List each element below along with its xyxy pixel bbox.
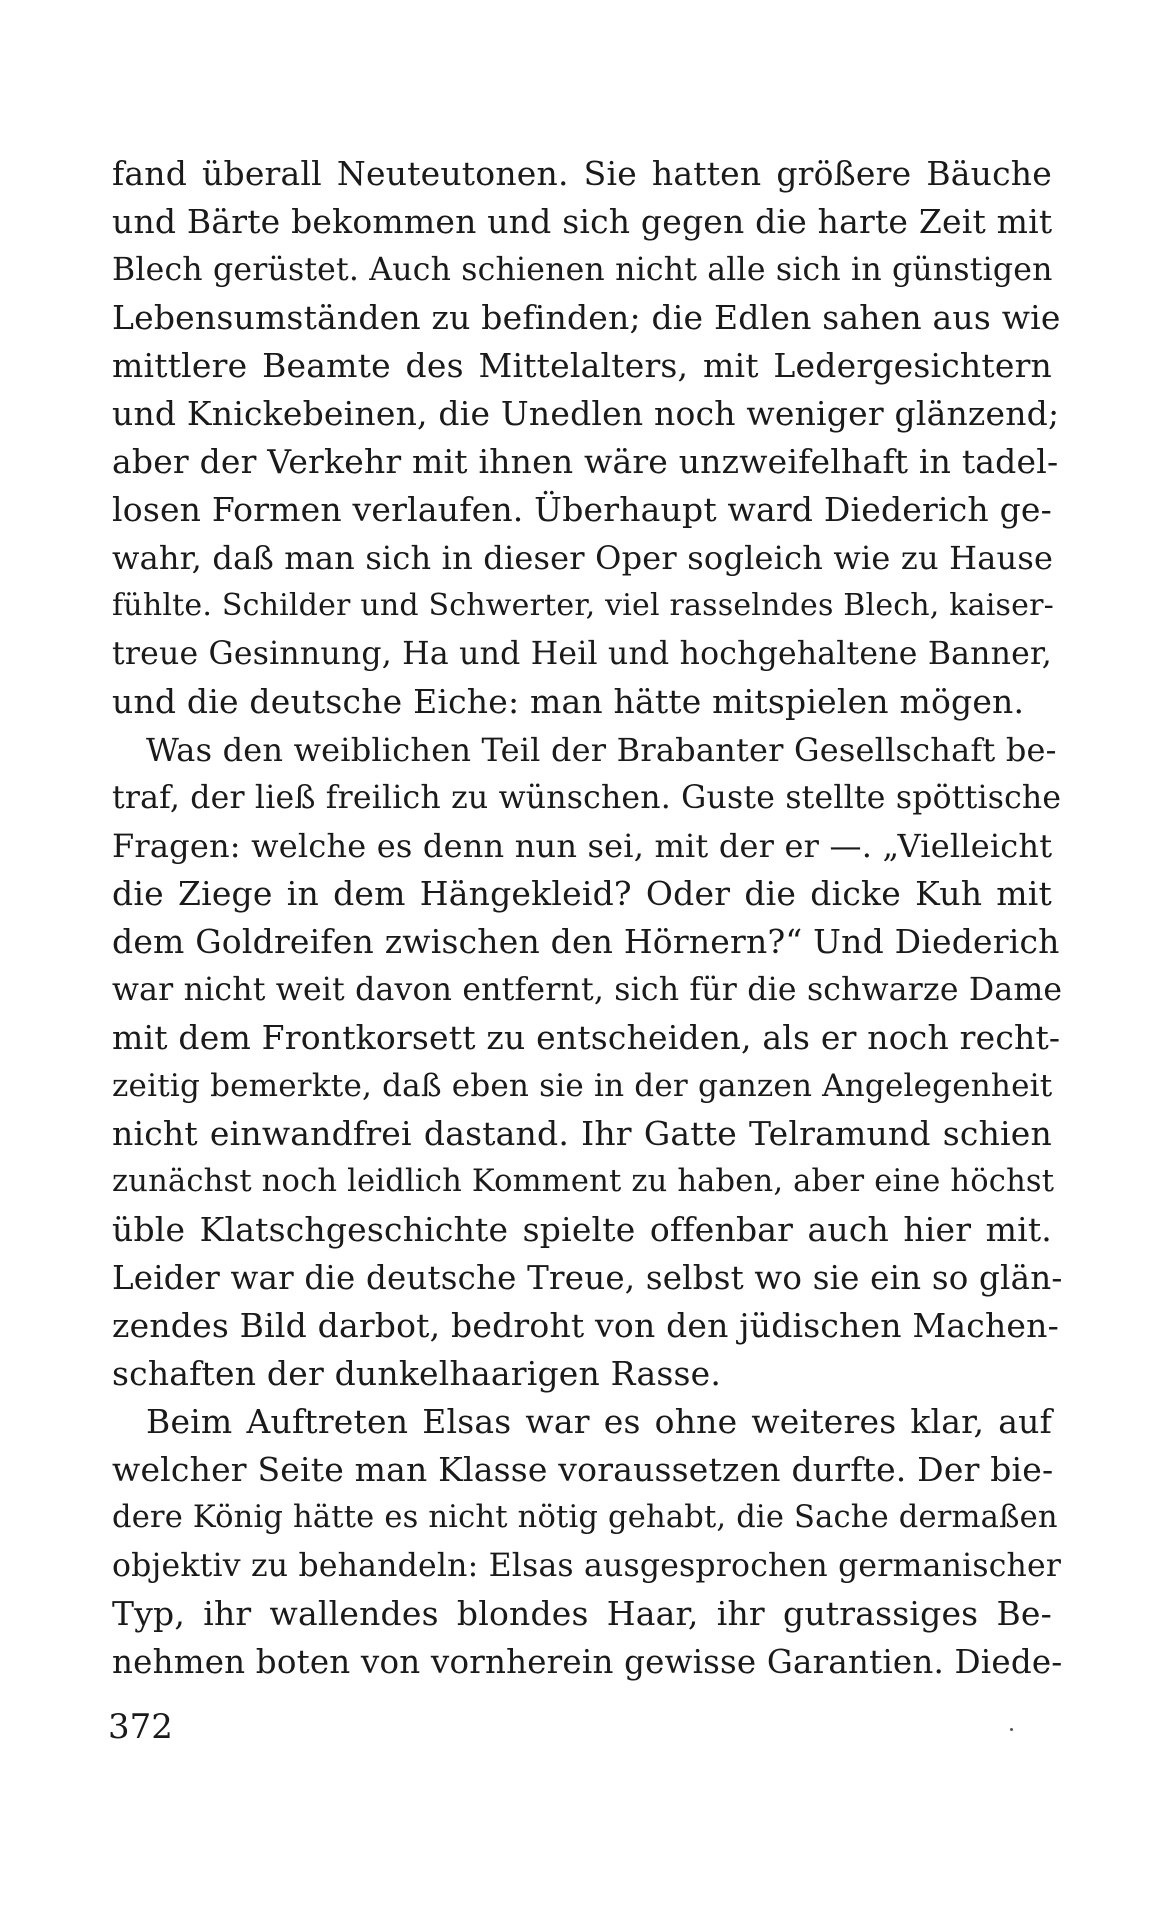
text-line: nicht einwandfrei dastand. Ihr Gatte Telramund schien [112,1114,1052,1153]
text-line: und die deutsche Eiche: man hätte mitspielen mögen. [112,682,1025,721]
text-line: objektiv zu behandeln: Elsas ausgesprochen germanischer [112,1548,1062,1584]
text-line: Blech gerüstet. Auch schienen nicht alle sich in günstigen [112,252,1053,288]
text-line: nehmen boten von vornherein gewisse Garantien. Diede- [112,1643,1063,1681]
text-line: die Ziege in dem Hängekleid? Oder die dicke Kuh mit [112,874,1052,913]
text-line: wahr, daß man sich in dieser Oper sogleich wie zu Hause [112,539,1054,577]
body-text [112,150,1063,1686]
text-line: traf, der ließ freilich zu wünschen. Guste stellte spöttische [112,780,1062,816]
print-speck [1010,1728,1013,1731]
text-line: zeitig bemerkte, daß eben sie in der ganzen Angelegenheit [112,1068,1053,1104]
text-line: fand überall Neuteutonen. Sie hatten größere Bäuche [112,154,1052,193]
text-line: mit dem Frontkorsett zu entscheiden, als er noch recht- [112,1018,1061,1057]
text-line: dere König hätte es nicht nötig gehabt, die Sache dermaßen [112,1500,1058,1535]
text-line: üble Klatschgeschichte spielte offenbar auch hier mit. [112,1210,1052,1249]
text-line: Beim Auftreten Elsas war es ohne weiteres klar, auf [146,1402,1052,1441]
text-line: und Bärte bekommen und sich gegen die harte Zeit mit [112,202,1053,241]
text-line: dem Goldreifen zwischen den Hörnern?“ Und Diederich [112,922,1060,961]
text-line: Leider war die deutsche Treue, selbst wo sie ein so glän- [112,1259,1063,1297]
text-line: zendes Bild darbot, bedroht von den jüdischen Machen- [112,1306,1059,1345]
text-line: aber der Verkehr mit ihnen wäre unzweifelhaft in tadel- [112,442,1059,481]
text-line: fühlte. Schilder und Schwerter, viel rasselndes Blech, kaiser- [112,588,1054,623]
text-line: Lebensumständen zu befinden; die Edlen sahen aus wie [112,298,1061,337]
text-line: zunächst noch leidlich Komment zu haben, aber eine höchst [112,1164,1055,1199]
text-line: war nicht weit davon entfernt, sich für die schwarze Dame [112,972,1063,1008]
text-line: schaften der dunkelhaarigen Rasse. [112,1354,722,1393]
text-line: losen Formen verlaufen. Überhaupt ward Diederich ge- [112,490,1052,529]
text-line: Was den weiblichen Teil der Brabanter Gesellschaft be- [146,731,1057,769]
page-number: 372 [108,1707,173,1747]
text-line: mittlere Beamte des Mittelalters, mit Ledergesichtern [112,346,1052,385]
text-line: Typ, ihr wallendes blondes Haar, ihr gutrassiges Be- [112,1594,1052,1633]
text-line: treue Gesinnung, Ha und Heil und hochgehaltene Banner, [112,636,1052,672]
text-line: Fragen: welche es denn nun sei, mit der er —. „Vielleicht [112,827,1053,865]
text-line: und Knickebeinen, die Unedlen noch weniger glänzend; [112,394,1060,433]
text-line: welcher Seite man Klasse voraussetzen durfte. Der bie- [112,1450,1054,1489]
